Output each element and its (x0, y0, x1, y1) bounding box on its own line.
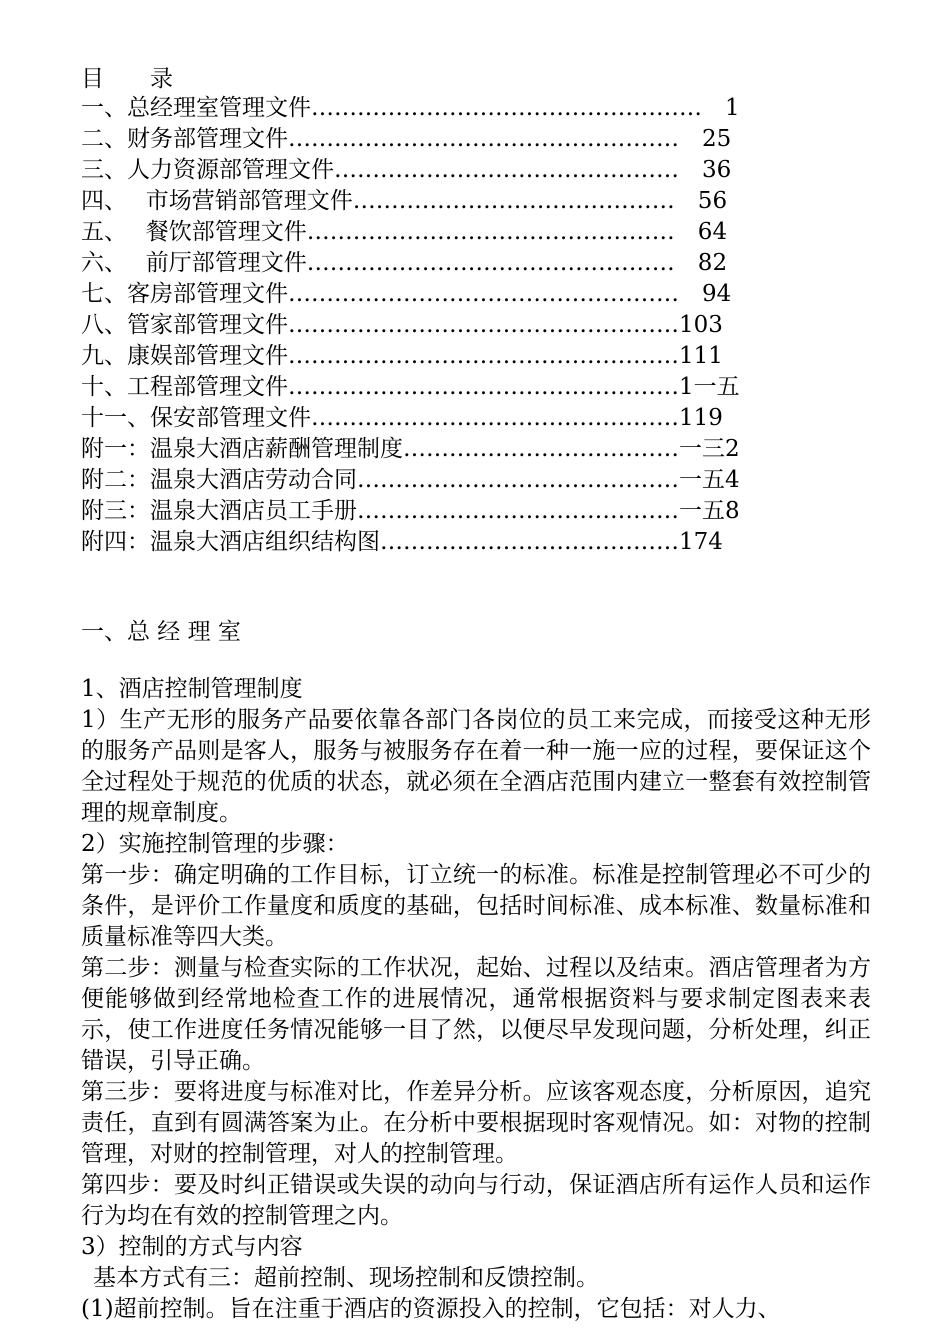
toc-entry: 附四：温泉大酒店组织结构图…………………………………174 (81, 529, 723, 555)
subsection-heading: 1、酒店控制管理制度 (81, 676, 303, 702)
toc-entry: 五、 餐饮部管理文件………………………………………… 64 (81, 219, 728, 245)
paragraph: 第一步：确定明确的工作目标，订立统一的标准。标准是控制管理必不可少的条件，是评价工作量度和质度的基础，包括时间标准、成本标准、数量标准和质量标准等四大类。 (81, 862, 871, 950)
toc-entry: 附二：温泉大酒店劳动合同……………………………………一五4 (81, 467, 740, 493)
paragraph: 第三步：要将进度与标准对比，作差异分析。应该客观态度，分析原因，追究责任，直到有圆满答案为止。在分析中要根据现时客观情况。如：对物的控制管理，对财的控制管理，对人的控制管理。 (81, 1079, 871, 1167)
paragraph: 2）实施控制管理的步骤： (81, 831, 349, 857)
toc-entry: 八、管家部管理文件……………………………………………103 (81, 312, 723, 338)
toc-entry: 四、 市场营销部管理文件…………………………………… 56 (81, 188, 728, 214)
toc-entry: 附三：温泉大酒店员工手册……………………………………一五8 (81, 498, 740, 524)
paragraph: 第二步：测量与检查实际的工作状况，起始、过程以及结束。酒店管理者为方便能够做到经常地检查工作的进展情况，通常根据资料与要求制定图表来表示，使工作进度任务情况能够一目了然，以便尽早发现问题，分析处理，纠正错误，引导正确。 (81, 955, 871, 1074)
paragraph: 第四步：要及时纠正错误或失误的动向与行动，保证酒店所有运作人员和运作行为均在有效的控制管理之内。 (81, 1172, 871, 1229)
table-of-contents (81, 93, 861, 558)
toc-entry: 九、康娱部管理文件……………………………………………111 (81, 343, 723, 369)
toc-entry: 一、总经理室管理文件…………………………………………… 1 (81, 95, 740, 121)
paragraph: 3）控制的方式与内容 (81, 1234, 303, 1260)
toc-entry: 二、财务部管理文件…………………………………………… 25 (81, 126, 732, 152)
toc-entry: 三、人力资源部管理文件……………………………………… 36 (81, 157, 732, 183)
section-heading: 一、总 经 理 室 (81, 619, 241, 645)
paragraph: 基本方式有三：超前控制、现场控制和反馈控制。 (93, 1265, 599, 1291)
toc-entry: 十、工程部管理文件……………………………………………1一五 (81, 374, 740, 400)
toc-entry: 附一：温泉大酒店薪酬管理制度………………………………一三2 (81, 436, 740, 462)
toc-entry: 七、客房部管理文件…………………………………………… 94 (81, 281, 732, 307)
body-text (81, 674, 871, 1325)
paragraph: (1)超前控制。旨在注重于酒店的资源投入的控制，它包括：对人力、 (81, 1296, 781, 1322)
toc-entry: 十一、保安部管理文件…………………………………………119 (81, 405, 723, 431)
toc-entry: 六、 前厅部管理文件………………………………………… 82 (81, 250, 728, 276)
paragraph: 1）生产无形的服务产品要依靠各部门各岗位的员工来完成，而接受这种无形的服务产品则是客人，服务与被服务存在着一种一施一应的过程，要保证这个全过程处于规范的优质的状态，就必须在全酒店范围内建立一整套有效控制管理的规章制度。 (81, 707, 871, 826)
toc-title: 目 录 (81, 66, 173, 92)
